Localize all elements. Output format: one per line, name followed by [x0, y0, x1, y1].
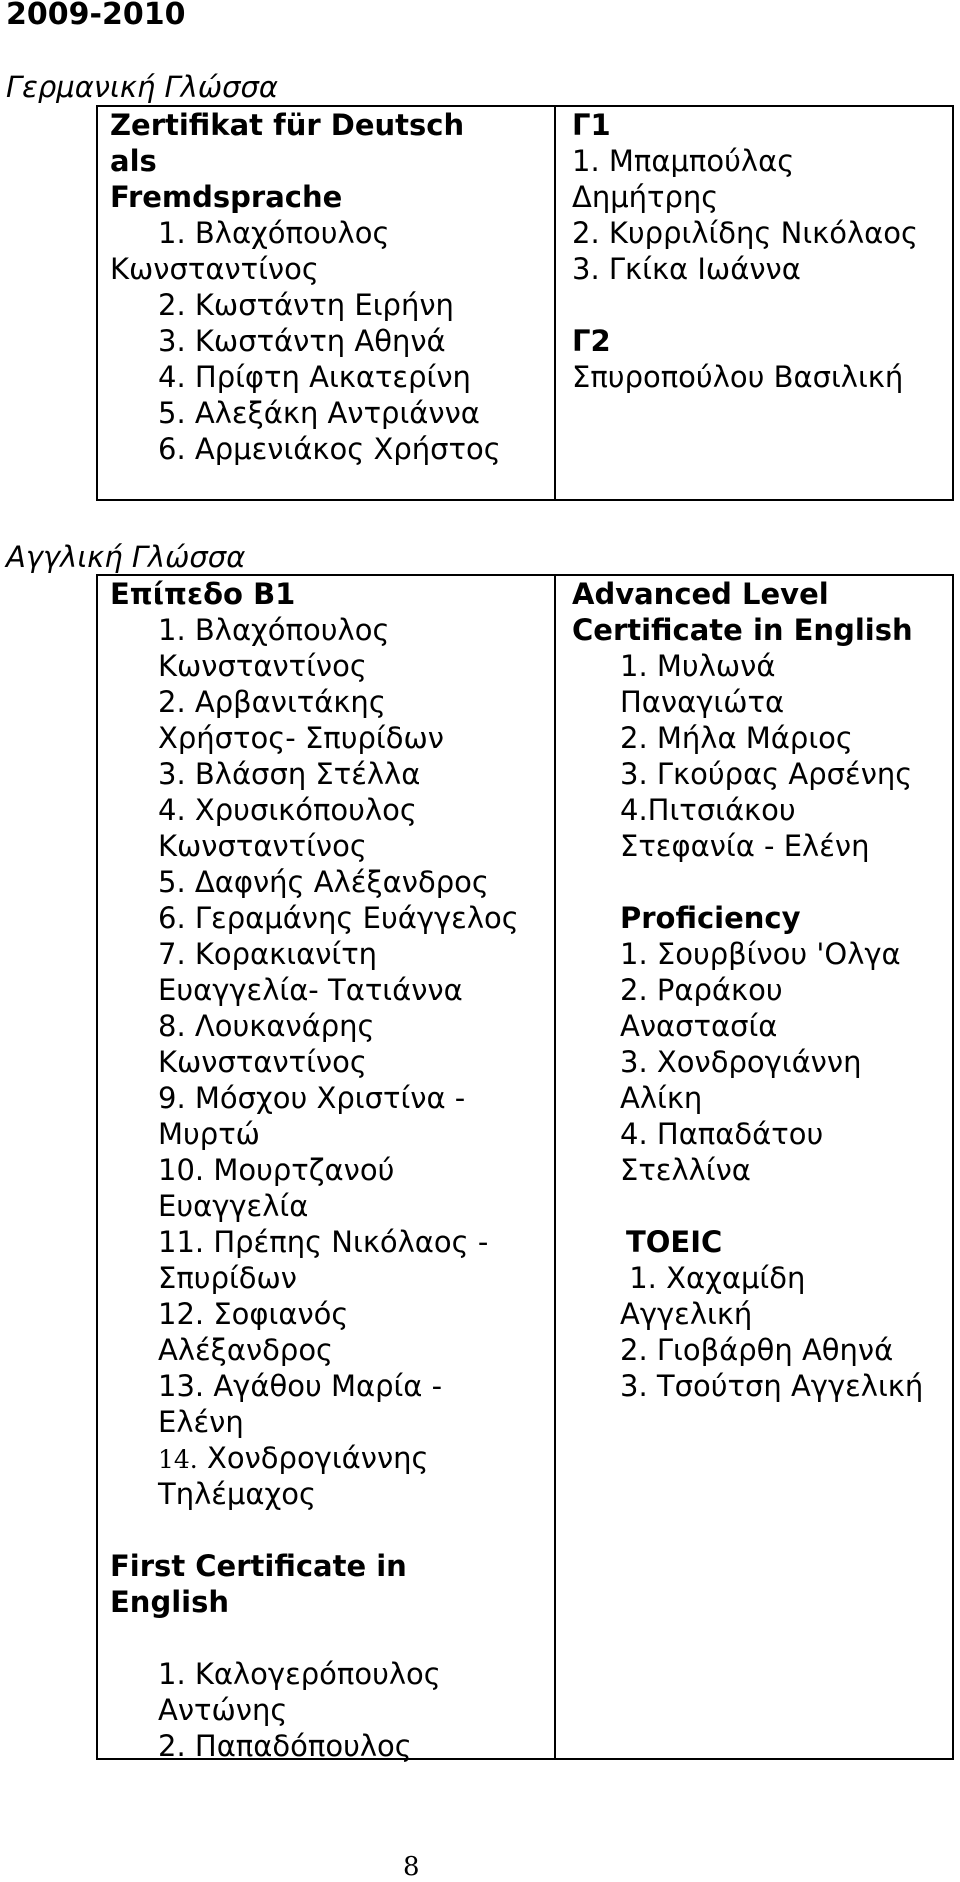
item-number: 14. [158, 1445, 198, 1474]
list-item: 3. Βλάσση Στέλλα [158, 757, 421, 791]
list-item: 4. Παπαδάτου [620, 1117, 824, 1151]
list-item: Ευαγγελία [158, 1189, 309, 1223]
german-left-cell [110, 107, 550, 499]
list-item: Χρήστος- Σπυρίδων [158, 721, 444, 755]
list-item: 2. Γιοβάρθη Αθηνά [620, 1333, 894, 1367]
list-item: Σπυρίδων [158, 1261, 298, 1295]
b1-title: Επίπεδο Β1 [110, 577, 296, 611]
list-item: 1. Μυλωνά [620, 649, 776, 683]
german-cert-title-line: als [110, 144, 157, 178]
column-divider [554, 576, 556, 1758]
fce-title-line: English [110, 1585, 230, 1619]
list-item: Ελένη [158, 1405, 244, 1439]
list-item: Κωνσταντίνος [158, 649, 367, 683]
g1-title: Γ1 [572, 108, 611, 142]
list-item: 5. Δαφνής Αλέξανδρος [158, 865, 489, 899]
column-divider [554, 107, 556, 499]
toeic-title: TOEIC [626, 1225, 723, 1259]
fce-title-line: First Certificate in [110, 1549, 407, 1583]
cpe-title: Proficiency [620, 901, 801, 935]
list-item: 6. Γεραμάνης Ευάγγελος [158, 901, 519, 935]
list-item: 8. Λουκανάρης [158, 1009, 375, 1043]
list-item: Αγγελική [620, 1297, 753, 1331]
list-item: Δημήτρης [572, 180, 719, 214]
list-item: 7. Κορακιανίτη [158, 937, 378, 971]
list-item: 1. Βλαχόπουλος [158, 613, 390, 647]
list-item: 4. Χρυσικόπουλος [158, 793, 417, 827]
list-item: Στελλίνα [620, 1153, 751, 1187]
list-item: 4.Πιτσιάκου [620, 793, 796, 827]
list-item: 2. Αρβανιτάκης [158, 685, 386, 719]
list-item: 1. Σουρβίνου 'Ολγα [620, 937, 901, 971]
list-item: Παναγιώτα [620, 685, 785, 719]
cae-title-line: Certificate in English [572, 613, 913, 647]
list-item: 1. Χαχαμίδη [620, 1261, 806, 1295]
list-item: 11. Πρέπης Νικόλαος - [158, 1225, 489, 1259]
list-item: 3. Τσούτση Αγγελική [620, 1369, 924, 1403]
list-item: 2. Κωστάντη Ειρήνη [158, 288, 454, 322]
list-item: 13. Αγάθου Μαρία - [158, 1369, 443, 1403]
english-right-cell [572, 576, 952, 1758]
list-item: 6. Αρμενιάκος Χρήστος [158, 432, 501, 466]
list-item: 12. Σοφιανός [158, 1297, 349, 1331]
english-section-heading: Αγγλική Γλώσσα [6, 540, 246, 574]
list-item: Ευαγγελία- Τατιάννα [158, 973, 463, 1007]
list-item: Σπυροπούλου Βασιλική [572, 360, 904, 394]
list-item: 3. Χονδρογιάννη [620, 1045, 862, 1079]
list-item: Μυρτώ [158, 1117, 260, 1151]
page-number: 8 [403, 1852, 420, 1882]
list-item: 1. Βλαχόπουλος [158, 216, 390, 250]
list-item: Αντώνης [158, 1693, 288, 1727]
list-item: 10. Μουρτζανού [158, 1153, 395, 1187]
list-item: Στεφανία - Ελένη [620, 829, 870, 863]
german-cert-title-line: Fremdsprache [110, 180, 343, 214]
list-item: 5. Αλεξάκη Αντριάννα [158, 396, 480, 430]
list-item [110, 1440, 550, 1476]
list-item: 9. Μόσχου Χριστίνα - [158, 1081, 466, 1115]
german-section-heading: Γερμανική Γλώσσα [6, 70, 278, 104]
list-item: 2. Ραράκου [620, 973, 783, 1007]
list-item: 4. Πρίφτη Αικατερίνη [158, 360, 471, 394]
english-table [96, 574, 954, 1763]
german-right-cell [572, 107, 952, 499]
list-item: 3. Γκίκα Ιωάννα [572, 252, 801, 286]
english-left-cell [110, 576, 550, 1763]
item-name: Χονδρογιάννης [197, 1441, 429, 1475]
year-heading: 2009-2010 [6, 0, 186, 32]
list-item: Αναστασία [620, 1009, 778, 1043]
list-item: Αλέξανδρος [158, 1333, 334, 1367]
list-item: 1. Μπαμπούλας [572, 144, 795, 178]
list-item: Τηλέμαχος [158, 1477, 317, 1511]
list-item: Αλίκη [620, 1081, 703, 1115]
g2-title: Γ2 [572, 324, 611, 358]
german-cert-title-line: Zertifikat für Deutsch [110, 108, 465, 142]
list-item: Κωνσταντίνος [158, 829, 367, 863]
list-item: 1. Καλογερόπουλος [158, 1657, 441, 1691]
german-table [96, 105, 954, 501]
list-item: 2. Παπαδόπουλος [158, 1729, 412, 1763]
list-item: Κωνσταντίνος [158, 1045, 367, 1079]
list-item: 3. Κωστάντη Αθηνά [158, 324, 446, 358]
list-item: 2. Κυρριλίδης Νικόλαος [572, 216, 919, 250]
list-item: Κωνσταντίνος [110, 252, 319, 286]
cae-title-line: Advanced Level [572, 577, 829, 611]
list-item: 3. Γκούρας Αρσένης [620, 757, 913, 791]
list-item: 2. Μήλα Μάριος [620, 721, 853, 755]
